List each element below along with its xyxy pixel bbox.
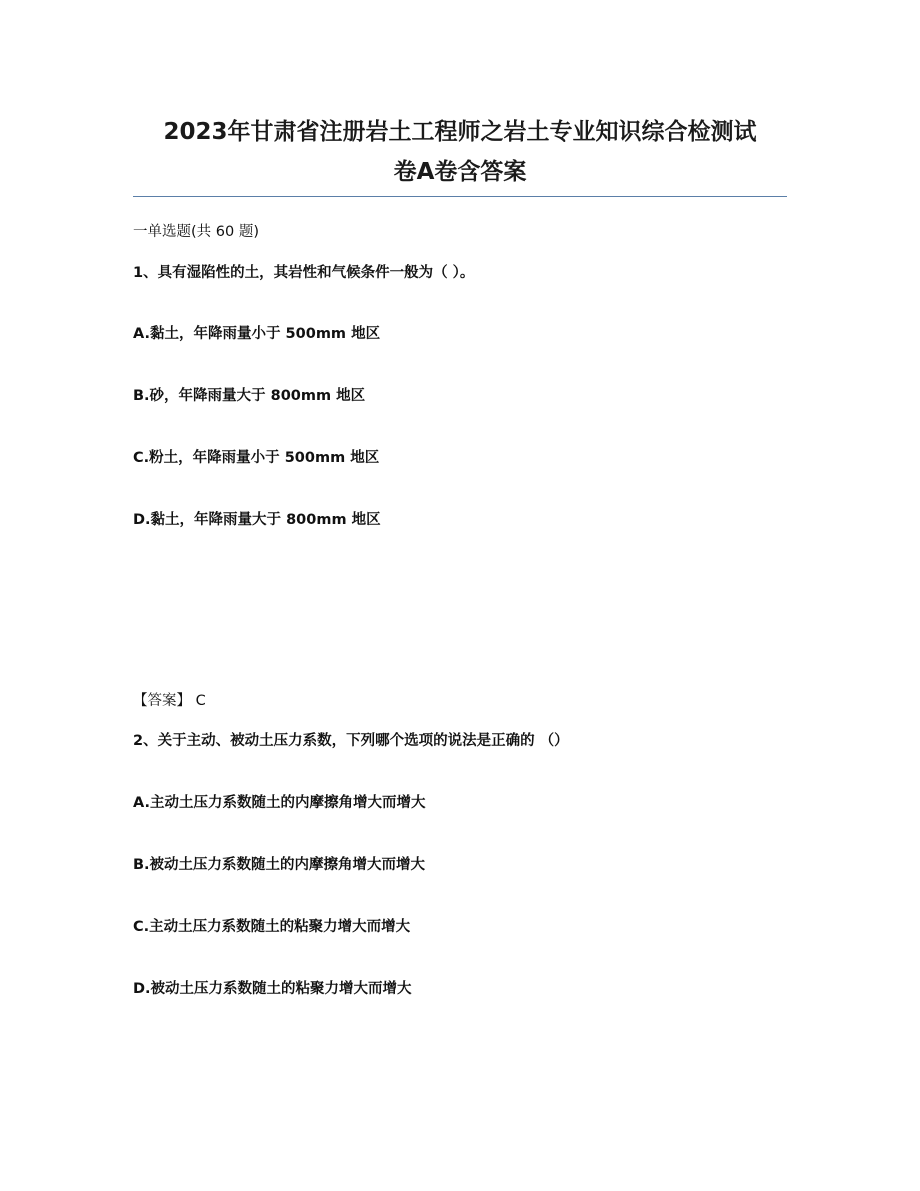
question-2-option-d: D.被动土压力系数随土的粘聚力增大而增大 <box>133 981 412 997</box>
question-1-option-d: D.黏土，年降雨量大于 800mm 地区 <box>133 512 381 528</box>
question-2-option-a: A.主动土压力系数随土的内摩擦角增大而增大 <box>133 795 426 811</box>
document-title-line-2: 卷A卷含答案 <box>393 159 527 185</box>
title-divider <box>133 196 787 197</box>
question-2-option-c: C.主动土压力系数随土的粘聚力增大而增大 <box>133 919 411 935</box>
question-1-option-c: C.粉土，年降雨量小于 500mm 地区 <box>133 450 380 466</box>
question-1-option-b: B.砂，年降雨量大于 800mm 地区 <box>133 388 366 404</box>
question-1-answer: 【答案】 C <box>133 693 206 709</box>
question-1-stem: 1、具有湿陷性的土，其岩性和气候条件一般为（ ）。 <box>133 265 475 281</box>
question-2-option-b: B.被动土压力系数随土的内摩擦角增大而增大 <box>133 857 426 873</box>
question-1-option-a: A.黏土，年降雨量小于 500mm 地区 <box>133 326 381 342</box>
question-2-stem: 2、关于主动、被动土压力系数，下列哪个选项的说法是正确的 （） <box>133 733 569 749</box>
section-header: 一单选题(共 60 题) <box>133 224 259 240</box>
document-title-line-1: 2023年甘肃省注册岩土工程师之岩土专业知识综合检测试 <box>163 119 757 145</box>
